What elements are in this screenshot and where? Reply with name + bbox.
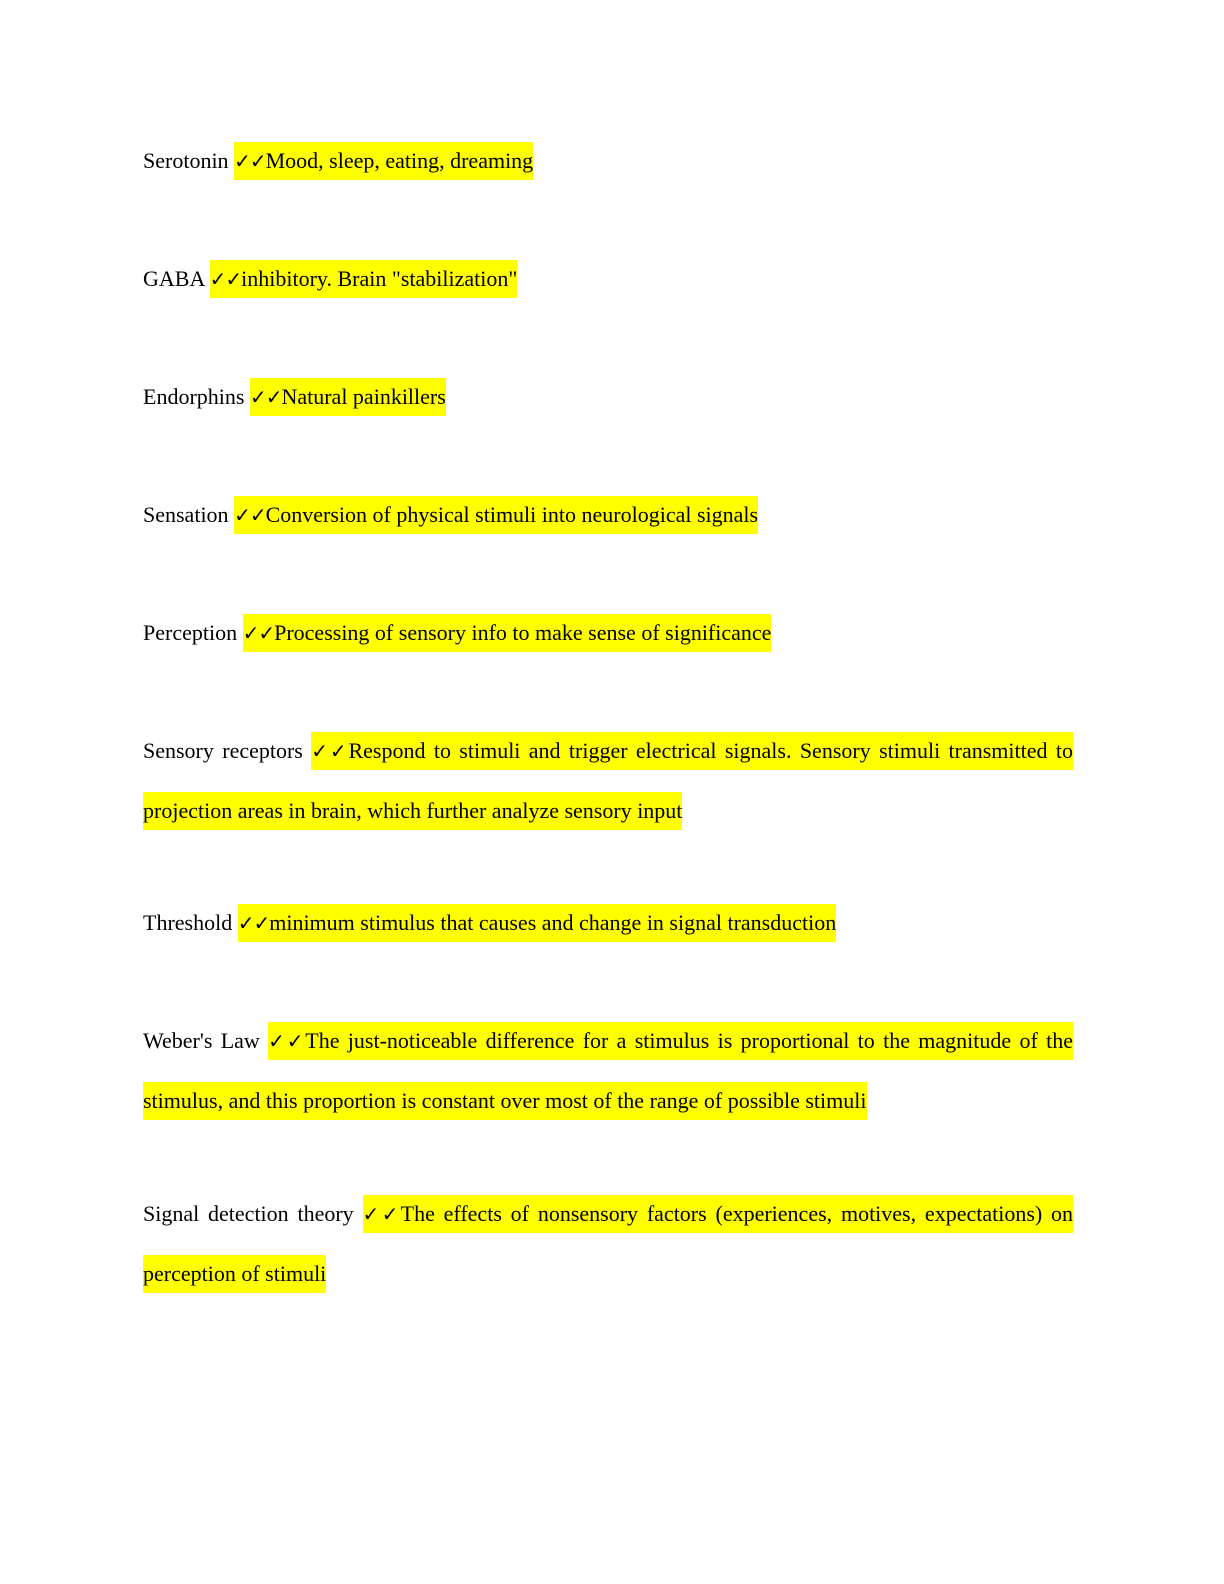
definition-text: Mood, sleep, eating, dreaming <box>265 148 534 173</box>
double-check-icon: ✓✓ <box>234 503 266 527</box>
definition-highlight <box>238 904 837 942</box>
definition-text: Processing of sensory info to make sense of significance <box>274 620 772 645</box>
definition-highlight <box>243 614 772 652</box>
definition-text: The just-noticeable difference for a stimulus is proportional to the magnitude of the stimulus, and this proportion is constant over most of the range of possible stimuli <box>143 1028 1074 1113</box>
flashcard-entry-threshold <box>143 893 1073 953</box>
definition-text: Respond to stimuli and trigger electrical signals. Sensory stimuli transmitted to projection areas in brain, which further analyze sensory input <box>143 738 1073 823</box>
flashcard-entry-webers-law <box>143 1011 1073 1130</box>
double-check-icon: ✓✓ <box>249 385 282 409</box>
flashcard-entry-sensation <box>143 485 1073 545</box>
double-check-icon: ✓✓ <box>268 1029 306 1053</box>
definition-highlight <box>234 496 758 534</box>
flashcard-entry-serotonin <box>143 131 1073 191</box>
term-label: Sensory receptors <box>143 738 303 763</box>
flashcard-entry-perception <box>143 603 1073 663</box>
term-label: Signal detection theory <box>143 1201 354 1226</box>
term-label: Serotonin <box>143 148 229 173</box>
flashcard-entry-signal-detection-theory <box>143 1184 1073 1303</box>
double-check-icon: ✓✓ <box>209 267 242 291</box>
term-label: GABA <box>143 266 205 291</box>
definition-highlight <box>210 260 518 298</box>
double-check-icon: ✓✓ <box>237 911 270 935</box>
definition-text: The effects of nonsensory factors (experiences, motives, expectations) on perception of stimuli <box>143 1201 1074 1286</box>
double-check-icon: ✓✓ <box>242 621 275 645</box>
term-label: Endorphins <box>143 384 245 409</box>
term-label: Weber's Law <box>143 1028 260 1053</box>
term-label: Threshold <box>143 910 233 935</box>
flashcard-entry-sensory-receptors <box>143 721 1073 840</box>
term-label: Perception <box>143 620 238 645</box>
flashcard-entry-gaba <box>143 249 1073 309</box>
definition-text: Conversion of physical stimuli into neurological signals <box>265 502 759 527</box>
double-check-icon: ✓✓ <box>234 149 266 173</box>
definition-text: minimum stimulus that causes and change in signal transduction <box>269 910 837 935</box>
definition-text: inhibitory. Brain "stabilization" <box>241 266 518 291</box>
double-check-icon: ✓✓ <box>311 739 349 763</box>
flashcard-entry-endorphins <box>143 367 1073 427</box>
definition-highlight <box>143 1022 1073 1120</box>
definition-highlight <box>250 378 446 416</box>
double-check-icon: ✓✓ <box>362 1202 401 1226</box>
term-label: Sensation <box>143 502 229 527</box>
definition-highlight <box>234 142 533 180</box>
definition-text: Natural painkillers <box>281 384 446 409</box>
